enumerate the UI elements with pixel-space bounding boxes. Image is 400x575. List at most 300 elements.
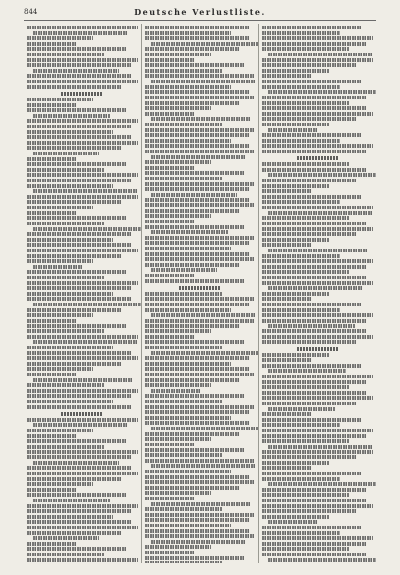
list-entry bbox=[145, 383, 211, 387]
list-entry bbox=[262, 396, 373, 400]
list-entry bbox=[27, 179, 132, 183]
list-entry bbox=[262, 179, 356, 183]
list-entry bbox=[27, 373, 77, 377]
list-entry bbox=[27, 58, 138, 62]
list-entry bbox=[262, 391, 367, 395]
list-entry bbox=[262, 42, 367, 46]
list-entry bbox=[145, 69, 222, 73]
list-entry bbox=[145, 303, 250, 307]
list-entry bbox=[27, 26, 138, 30]
list-entry bbox=[145, 241, 250, 245]
list-entry bbox=[262, 553, 367, 557]
section-heading bbox=[297, 156, 339, 160]
list-entry bbox=[27, 531, 121, 535]
list-entry bbox=[145, 144, 250, 148]
list-entry bbox=[145, 26, 250, 30]
list-entry bbox=[27, 232, 132, 236]
list-entry bbox=[145, 373, 256, 377]
list-entry bbox=[262, 308, 339, 312]
list-entry bbox=[262, 206, 373, 210]
list-entry bbox=[151, 193, 237, 197]
column-left bbox=[24, 24, 142, 563]
list-entry bbox=[145, 236, 256, 240]
list-entry bbox=[262, 375, 373, 379]
column-middle bbox=[142, 24, 260, 563]
list-entry bbox=[268, 369, 345, 373]
list-entry bbox=[145, 101, 239, 105]
list-entry bbox=[145, 279, 245, 283]
list-entry bbox=[27, 222, 104, 226]
list-entry bbox=[27, 276, 104, 280]
list-entry bbox=[145, 453, 222, 457]
list-entry bbox=[27, 553, 104, 557]
list-entry bbox=[262, 531, 339, 535]
list-entry bbox=[262, 472, 362, 476]
list-entry bbox=[262, 542, 367, 546]
list-entry bbox=[27, 98, 93, 102]
list-entry bbox=[145, 63, 245, 67]
list-entry bbox=[27, 429, 93, 433]
list-entry bbox=[145, 534, 256, 538]
list-entry bbox=[262, 499, 367, 503]
list-entry bbox=[27, 351, 132, 355]
list-entry bbox=[145, 421, 250, 425]
list-entry bbox=[262, 450, 373, 454]
list-entry bbox=[262, 254, 339, 258]
list-entry bbox=[262, 292, 328, 296]
list-entry bbox=[27, 367, 93, 371]
list-entry bbox=[33, 265, 83, 269]
list-entry bbox=[27, 238, 113, 242]
section-heading bbox=[179, 286, 221, 290]
list-entry bbox=[27, 130, 113, 134]
list-entry bbox=[262, 144, 373, 148]
list-entry bbox=[27, 542, 77, 546]
list-entry bbox=[27, 184, 113, 188]
list-entry bbox=[151, 42, 260, 46]
list-entry bbox=[145, 171, 245, 175]
list-entry bbox=[262, 439, 348, 443]
list-entry bbox=[145, 96, 256, 100]
list-entry bbox=[268, 53, 373, 57]
list-entry bbox=[262, 412, 312, 416]
list-entry bbox=[145, 486, 239, 490]
list-entry bbox=[151, 427, 260, 431]
list-entry bbox=[262, 112, 373, 116]
list-entry bbox=[145, 133, 250, 137]
list-entry bbox=[262, 466, 312, 470]
list-entry bbox=[145, 187, 250, 191]
list-entry bbox=[268, 173, 376, 177]
list-entry bbox=[268, 90, 376, 94]
list-entry bbox=[27, 335, 138, 339]
list-entry bbox=[27, 405, 132, 409]
list-entry bbox=[27, 308, 121, 312]
list-entry bbox=[145, 470, 231, 474]
list-entry bbox=[33, 423, 127, 427]
list-entry bbox=[27, 520, 132, 524]
list-entry bbox=[145, 53, 211, 57]
list-entry bbox=[268, 324, 354, 328]
list-entry bbox=[145, 480, 256, 484]
list-entry bbox=[262, 488, 367, 492]
list-entry bbox=[27, 346, 113, 350]
list-entry bbox=[27, 515, 113, 519]
list-entry bbox=[145, 308, 231, 312]
list-entry bbox=[262, 106, 367, 110]
list-entry bbox=[151, 230, 228, 234]
list-entry bbox=[27, 472, 138, 476]
list-entry bbox=[27, 418, 138, 422]
list-entry bbox=[145, 556, 245, 560]
list-entry bbox=[145, 448, 245, 452]
list-entry bbox=[27, 526, 138, 530]
list-entry bbox=[27, 36, 93, 40]
list-entry bbox=[262, 238, 328, 242]
list-entry bbox=[27, 434, 77, 438]
list-entry bbox=[262, 385, 348, 389]
page-number: 844 bbox=[24, 8, 38, 16]
list-entry bbox=[27, 162, 127, 166]
list-entry bbox=[268, 249, 368, 253]
list-entry bbox=[262, 429, 373, 433]
list-entry bbox=[27, 383, 104, 387]
list-entry bbox=[145, 346, 222, 350]
list-entry bbox=[268, 520, 318, 524]
list-entry bbox=[145, 274, 195, 278]
list-entry bbox=[33, 378, 133, 382]
list-entry bbox=[151, 464, 256, 468]
list-entry bbox=[262, 58, 373, 62]
list-entry bbox=[262, 335, 373, 339]
list-entry bbox=[145, 329, 211, 333]
list-entry bbox=[27, 119, 138, 123]
list-entry bbox=[145, 214, 211, 218]
list-entry bbox=[262, 232, 356, 236]
list-entry bbox=[27, 493, 127, 497]
list-entry bbox=[145, 340, 245, 344]
list-entry bbox=[262, 536, 373, 540]
list-entry bbox=[27, 259, 93, 263]
list-entry bbox=[151, 117, 251, 121]
list-entry bbox=[262, 227, 373, 231]
list-entry bbox=[262, 150, 367, 154]
list-entry bbox=[27, 509, 132, 513]
list-entry bbox=[262, 69, 328, 73]
list-entry bbox=[145, 416, 231, 420]
list-entry bbox=[145, 31, 231, 35]
list-entry bbox=[262, 36, 373, 40]
list-entry bbox=[145, 362, 231, 366]
page-header bbox=[24, 8, 376, 21]
list-entry bbox=[268, 128, 318, 132]
list-entry bbox=[268, 211, 373, 215]
list-entry bbox=[27, 254, 121, 258]
list-entry bbox=[145, 139, 231, 143]
list-entry bbox=[27, 195, 138, 199]
list-entry bbox=[145, 182, 256, 186]
list-entry bbox=[145, 400, 222, 404]
list-entry bbox=[145, 432, 239, 436]
list-entry bbox=[262, 259, 373, 263]
list-entry bbox=[27, 329, 104, 333]
list-entry bbox=[27, 157, 77, 161]
list-entry bbox=[145, 220, 195, 224]
list-entry bbox=[27, 389, 138, 393]
list-entry bbox=[262, 281, 373, 285]
list-entry bbox=[145, 160, 211, 164]
list-entry bbox=[262, 423, 339, 427]
list-entry bbox=[268, 286, 362, 290]
list-entry bbox=[262, 133, 362, 137]
list-entry bbox=[262, 123, 328, 127]
list-entry bbox=[262, 455, 356, 459]
list-entry bbox=[27, 394, 132, 398]
list-entry bbox=[27, 362, 121, 366]
list-entry bbox=[145, 177, 222, 181]
list-entry bbox=[145, 459, 256, 463]
list-entry bbox=[145, 85, 231, 89]
list-entry bbox=[151, 268, 217, 272]
list-entry bbox=[262, 63, 356, 67]
list-entry bbox=[145, 324, 239, 328]
list-entry bbox=[262, 515, 328, 519]
list-entry bbox=[33, 536, 99, 540]
list-entry bbox=[151, 80, 256, 84]
list-entry bbox=[27, 74, 132, 78]
list-entry bbox=[33, 227, 142, 231]
list-entry bbox=[151, 389, 201, 393]
list-entry bbox=[145, 58, 195, 62]
list-entry bbox=[145, 475, 250, 479]
list-entry bbox=[145, 128, 256, 132]
list-entry bbox=[145, 367, 250, 371]
section-heading bbox=[61, 412, 103, 416]
list-entry bbox=[262, 189, 312, 193]
list-entry bbox=[262, 139, 339, 143]
list-entry bbox=[262, 434, 367, 438]
list-entry bbox=[145, 257, 256, 261]
list-entry bbox=[33, 461, 119, 465]
list-entry bbox=[145, 90, 250, 94]
list-entry bbox=[27, 297, 132, 301]
list-entry bbox=[27, 103, 77, 107]
list-entry bbox=[151, 313, 256, 317]
list-entry bbox=[27, 445, 104, 449]
list-entry bbox=[145, 410, 250, 414]
list-entry bbox=[145, 545, 211, 549]
section-heading bbox=[61, 92, 103, 96]
list-entry bbox=[27, 47, 127, 51]
list-entry bbox=[145, 491, 211, 495]
list-entry bbox=[145, 252, 250, 256]
list-entry bbox=[27, 42, 77, 46]
list-entry bbox=[268, 407, 334, 411]
list-entry bbox=[27, 450, 138, 454]
list-entry bbox=[145, 394, 245, 398]
list-entry bbox=[145, 319, 256, 323]
list-entry bbox=[262, 303, 362, 307]
list-entry bbox=[262, 319, 367, 323]
list-entry bbox=[262, 243, 312, 247]
list-entry bbox=[262, 216, 348, 220]
list-entry bbox=[262, 477, 339, 481]
list-entry bbox=[262, 402, 356, 406]
list-entry bbox=[262, 340, 356, 344]
list-entry bbox=[262, 329, 367, 333]
list-entry bbox=[262, 358, 312, 362]
list-entry bbox=[27, 356, 138, 360]
list-entry bbox=[27, 168, 104, 172]
list-entry bbox=[145, 263, 239, 267]
list-entry bbox=[145, 524, 231, 528]
list-entry bbox=[151, 155, 245, 159]
list-entry bbox=[145, 437, 211, 441]
list-entry bbox=[262, 276, 367, 280]
list-entry bbox=[262, 195, 362, 199]
list-entry bbox=[145, 297, 256, 301]
list-entry bbox=[151, 502, 251, 506]
list-entry bbox=[262, 270, 348, 274]
list-entry bbox=[27, 466, 132, 470]
list-entry bbox=[145, 551, 195, 555]
list-entry bbox=[145, 529, 250, 533]
list-entry bbox=[27, 482, 93, 486]
list-entry bbox=[262, 526, 362, 530]
list-entry bbox=[151, 351, 260, 355]
list-entry bbox=[27, 455, 132, 459]
list-entry bbox=[145, 198, 250, 202]
list-entry bbox=[145, 378, 239, 382]
list-entry bbox=[145, 443, 195, 447]
list-entry bbox=[151, 540, 245, 544]
list-entry bbox=[27, 135, 132, 139]
list-entry bbox=[33, 69, 119, 73]
list-entry bbox=[27, 547, 127, 551]
list-entry bbox=[27, 206, 93, 210]
list-entry bbox=[145, 112, 195, 116]
list-entry bbox=[27, 286, 132, 290]
list-entry bbox=[262, 31, 339, 35]
list-entry bbox=[145, 561, 222, 563]
section-heading bbox=[297, 347, 339, 351]
list-entry bbox=[27, 85, 121, 89]
list-entry bbox=[27, 281, 138, 285]
list-entry bbox=[145, 513, 256, 517]
list-entry bbox=[145, 518, 250, 522]
list-entry bbox=[27, 63, 132, 67]
list-entry bbox=[145, 356, 250, 360]
list-entry bbox=[262, 380, 367, 384]
list-entry bbox=[27, 173, 138, 177]
list-entry bbox=[145, 150, 256, 154]
list-entry bbox=[262, 364, 362, 368]
list-entry bbox=[262, 504, 373, 508]
list-entry bbox=[27, 292, 113, 296]
list-entry bbox=[27, 400, 113, 404]
list-entry bbox=[33, 499, 110, 503]
list-entry bbox=[262, 547, 348, 551]
list-entry bbox=[33, 340, 138, 344]
list-entry bbox=[145, 507, 222, 511]
list-entry bbox=[145, 36, 250, 40]
list-entry bbox=[262, 297, 312, 301]
text-columns bbox=[24, 24, 376, 563]
list-entry bbox=[262, 353, 328, 357]
list-entry bbox=[145, 292, 222, 296]
list-entry bbox=[33, 189, 138, 193]
list-entry bbox=[27, 243, 132, 247]
list-entry bbox=[33, 31, 127, 35]
list-entry bbox=[33, 303, 142, 307]
list-entry bbox=[27, 488, 77, 492]
list-entry bbox=[262, 168, 367, 172]
list-entry bbox=[262, 222, 367, 226]
list-entry bbox=[262, 117, 356, 121]
list-entry bbox=[145, 74, 256, 78]
list-entry bbox=[268, 558, 376, 562]
list-entry bbox=[33, 152, 99, 156]
list-entry bbox=[262, 74, 312, 78]
list-entry bbox=[27, 216, 127, 220]
list-entry bbox=[33, 114, 110, 118]
list-entry bbox=[27, 477, 121, 481]
list-entry bbox=[27, 558, 138, 562]
list-entry bbox=[262, 47, 348, 51]
list-entry bbox=[262, 313, 373, 317]
list-entry bbox=[262, 162, 348, 166]
list-entry bbox=[27, 53, 104, 57]
list-entry bbox=[27, 270, 127, 274]
list-entry bbox=[145, 405, 256, 409]
list-entry bbox=[27, 146, 121, 150]
list-entry bbox=[27, 249, 138, 253]
list-entry bbox=[145, 203, 256, 207]
list-entry bbox=[268, 482, 376, 486]
list-entry bbox=[262, 493, 348, 497]
list-entry bbox=[145, 225, 245, 229]
column-right bbox=[259, 24, 376, 563]
list-entry bbox=[27, 324, 127, 328]
list-entry bbox=[27, 125, 132, 129]
list-entry bbox=[27, 211, 77, 215]
list-entry bbox=[145, 247, 231, 251]
list-entry bbox=[145, 47, 239, 51]
list-entry bbox=[262, 26, 362, 30]
list-entry bbox=[145, 106, 211, 110]
list-entry bbox=[27, 80, 138, 84]
list-entry bbox=[262, 101, 348, 105]
list-entry bbox=[27, 313, 93, 317]
list-entry bbox=[262, 265, 367, 269]
list-entry bbox=[262, 184, 328, 188]
list-entry bbox=[27, 108, 127, 112]
list-entry bbox=[145, 497, 195, 501]
list-entry bbox=[262, 96, 367, 100]
list-entry bbox=[262, 85, 339, 89]
list-entry bbox=[262, 418, 362, 422]
list-entry bbox=[27, 141, 138, 145]
list-entry bbox=[262, 461, 328, 465]
list-entry bbox=[145, 123, 222, 127]
list-entry bbox=[268, 445, 373, 449]
list-entry bbox=[145, 166, 195, 170]
list-entry bbox=[27, 439, 127, 443]
list-entry bbox=[27, 504, 138, 508]
list-entry bbox=[262, 200, 339, 204]
list-entry bbox=[262, 509, 356, 513]
list-entry bbox=[262, 80, 362, 84]
